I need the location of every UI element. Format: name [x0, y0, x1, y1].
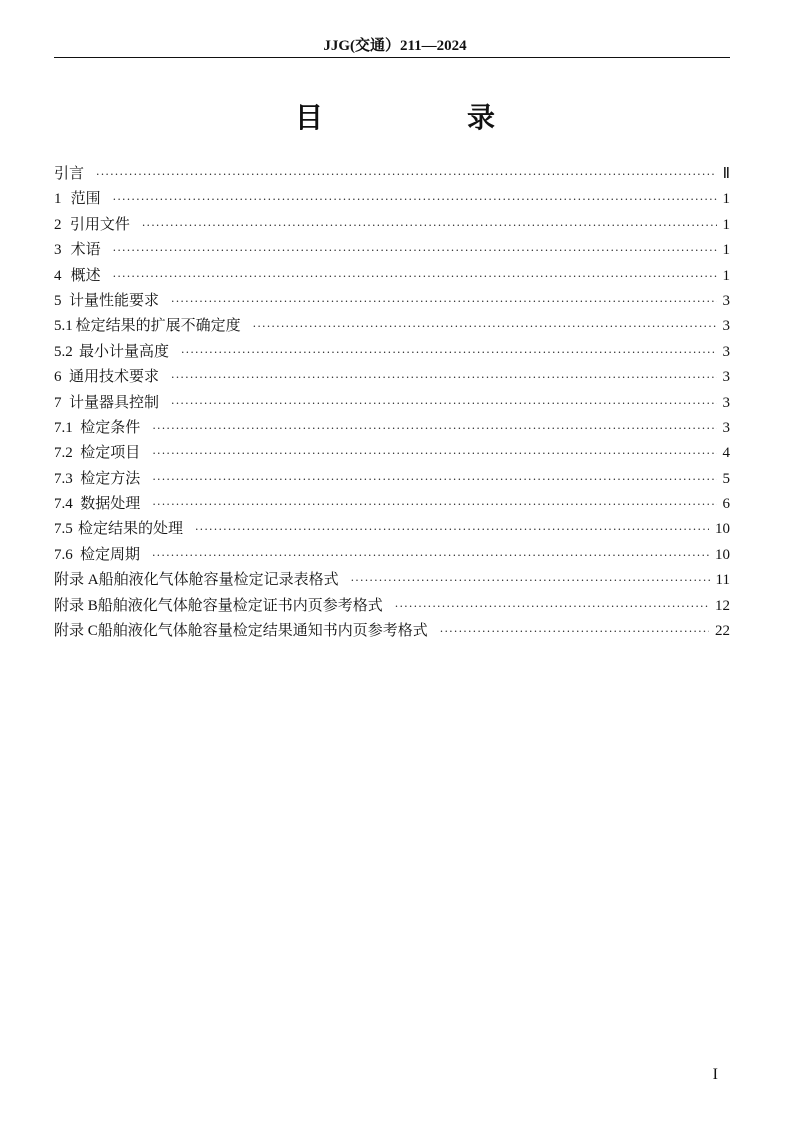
- toc-entry-number: 5: [54, 292, 62, 309]
- toc-entry-page: 3: [722, 394, 730, 411]
- toc-entry-page: 22: [715, 623, 730, 640]
- toc-entry[interactable]: [54, 491, 730, 516]
- toc-dot-leader: [152, 543, 709, 568]
- toc-entry-label: 船舶液化气体舱容量检定结果通知书内页参考格式: [97, 621, 428, 640]
- toc-entry[interactable]: [54, 237, 730, 262]
- toc-dot-leader: [395, 594, 709, 619]
- toc-dot-leader: [152, 492, 716, 517]
- toc-entry-label: 概述: [70, 265, 101, 284]
- toc-entry-label: 术语: [70, 240, 101, 259]
- toc-entry[interactable]: [54, 567, 730, 592]
- toc-entry-label: 检定条件: [80, 417, 141, 436]
- toc-dot-leader: [96, 162, 717, 187]
- toc-entry-number: 7.4: [54, 496, 73, 513]
- toc-dot-leader: [113, 264, 717, 289]
- toc-dot-leader: [171, 289, 716, 314]
- toc-entry-page: 11: [715, 572, 730, 589]
- toc-dot-leader: [152, 467, 716, 492]
- toc-entry-page: 3: [722, 292, 730, 309]
- toc-entry[interactable]: [54, 186, 730, 211]
- toc-entry[interactable]: [54, 263, 730, 288]
- toc-entry-number: 附录 C: [54, 623, 98, 640]
- toc-entry-number: 7.5: [54, 521, 73, 538]
- toc-entry-label: 检定结果的处理: [77, 519, 183, 538]
- toc-entry-label: 检定项目: [80, 443, 141, 462]
- toc-entry-number: 7.6: [54, 546, 73, 563]
- toc-entry-page: 3: [722, 318, 730, 335]
- toc-dot-leader: [113, 238, 717, 263]
- toc-dot-leader: [171, 391, 716, 416]
- toc-entry-page: 12: [715, 597, 730, 614]
- toc-entry[interactable]: [54, 516, 730, 541]
- toc-entry-label: 计量器具控制: [69, 392, 160, 411]
- toc-dot-leader: [253, 314, 717, 339]
- toc-entry-number: 3: [54, 242, 62, 259]
- toc-entry-label: 计量性能要求: [69, 290, 160, 309]
- table-of-contents: [54, 161, 730, 643]
- toc-entry-number: 附录 B: [54, 597, 98, 614]
- toc-entry-label: 检定结果的扩展不确定度: [75, 316, 241, 335]
- toc-entry-label: 通用技术要求: [69, 367, 160, 386]
- toc-entry-label: 数据处理: [80, 494, 141, 513]
- toc-dot-leader: [152, 416, 716, 441]
- toc-entry-page: 5: [722, 470, 730, 487]
- header-rule: [54, 57, 730, 58]
- toc-entry-page: 3: [722, 343, 730, 360]
- toc-entry-number: 7.2: [54, 445, 73, 462]
- toc-entry[interactable]: [54, 288, 730, 313]
- toc-dot-leader: [113, 187, 717, 212]
- toc-dot-leader: [351, 568, 710, 593]
- toc-entry[interactable]: [54, 415, 730, 440]
- toc-entry-page: 1: [722, 242, 730, 259]
- document-code-header: JJG(交通）211—2024: [323, 38, 467, 54]
- toc-entry-number: 7.1: [54, 419, 73, 436]
- toc-entry-page: 1: [722, 191, 730, 208]
- toc-entry[interactable]: [54, 440, 730, 465]
- toc-entry-label: 船舶液化气体舱容量检定记录表格式: [98, 570, 339, 589]
- toc-entry-number: 5.1: [54, 318, 73, 335]
- toc-entry-number: 2: [54, 216, 62, 233]
- toc-entry-label: 检定周期: [79, 544, 140, 563]
- toc-entry-label: 范围: [70, 189, 101, 208]
- toc-dot-leader: [171, 365, 716, 390]
- toc-entry[interactable]: [54, 593, 730, 618]
- toc-entry-page: 6: [722, 496, 730, 513]
- toc-dot-leader: [142, 213, 717, 238]
- toc-entry[interactable]: [54, 212, 730, 237]
- toc-entry[interactable]: [54, 364, 730, 389]
- toc-entry-number: 1: [54, 191, 62, 208]
- toc-dot-leader: [195, 517, 709, 542]
- toc-entry[interactable]: [54, 161, 730, 186]
- toc-entry-label: 引言: [54, 164, 85, 182]
- page-number: I: [712, 1066, 718, 1083]
- toc-entry-number: 7: [54, 394, 62, 411]
- toc-entry[interactable]: [54, 339, 730, 364]
- toc-dot-leader: [181, 340, 717, 365]
- toc-dot-leader: [440, 619, 709, 644]
- toc-entry-page: 3: [722, 419, 730, 436]
- toc-entry[interactable]: [54, 542, 730, 567]
- toc-entry-number: 4: [54, 267, 62, 284]
- toc-entry-label: 船舶液化气体舱容量检定证书内页参考格式: [97, 595, 383, 614]
- toc-entry-page: 1: [722, 216, 730, 233]
- toc-dot-leader: [152, 441, 716, 466]
- toc-entry-page: 1: [722, 267, 730, 284]
- toc-entry-label: 引用文件: [69, 214, 130, 233]
- toc-entry[interactable]: [54, 390, 730, 415]
- toc-entry-label: 检定方法: [80, 468, 141, 487]
- toc-entry-number: 附录 A: [54, 572, 99, 589]
- toc-entry[interactable]: [54, 618, 730, 643]
- toc-entry-number: 5.2: [54, 343, 73, 360]
- toc-entry-page: Ⅱ: [722, 166, 730, 182]
- toc-entry-page: 10: [715, 546, 730, 563]
- toc-entry-page: 3: [722, 369, 730, 386]
- page-title: 目 录: [294, 101, 553, 134]
- toc-entry[interactable]: [54, 466, 730, 491]
- toc-entry-page: 10: [715, 521, 730, 538]
- toc-entry-number: 7.3: [54, 470, 73, 487]
- toc-entry-page: 4: [722, 445, 730, 462]
- toc-entry-number: 6: [54, 369, 62, 386]
- toc-entry[interactable]: [54, 313, 730, 338]
- toc-entry-label: 最小计量高度: [78, 341, 169, 360]
